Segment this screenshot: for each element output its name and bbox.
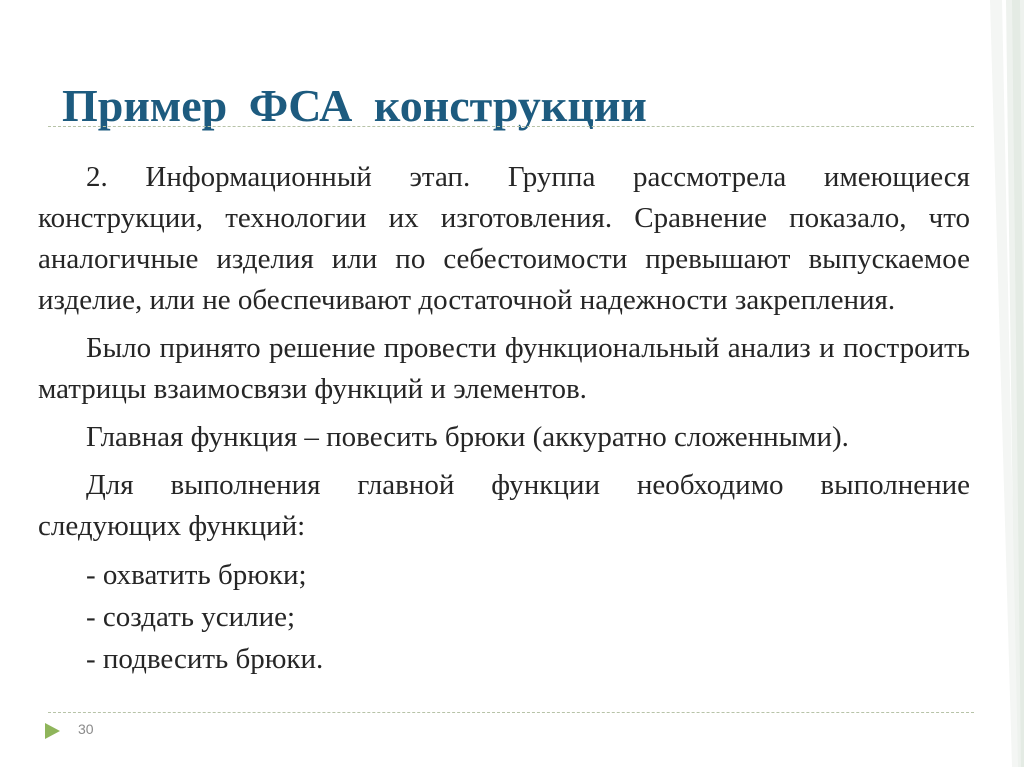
list-item: - охватить брюки; <box>86 559 307 591</box>
slide-title: Пример ФСА конструкции <box>62 80 647 131</box>
triangle-arrow-icon <box>42 721 62 741</box>
paragraph-required-functions: Для выполнения главной функции необходимо выполнение следующих функций: <box>38 469 970 542</box>
footer-divider <box>48 712 974 713</box>
list-item: - создать усилие; <box>86 601 296 633</box>
paragraph-main-function: Главная функция – повесить брюки (аккуратно сложенными). <box>86 421 849 453</box>
list-item: - подвесить брюки. <box>86 643 324 675</box>
title-divider <box>48 126 974 127</box>
slide-body <box>38 157 970 680</box>
slide-number: 30 <box>78 721 94 737</box>
paragraph-decision: Было принято решение провести функциональный анализ и построить матрицы взаимосвязи функций и элементов. <box>38 332 970 405</box>
paragraph-info-stage: 2. Информационный этап. Группа рассмотрела имеющиеся конструкции, технологии их изготовления. Сравнение показало, что аналогичные изделия или по себестоимости превышают выпускаемое изделие, или не обеспечивают достаточной надежности закрепления. <box>38 161 970 316</box>
